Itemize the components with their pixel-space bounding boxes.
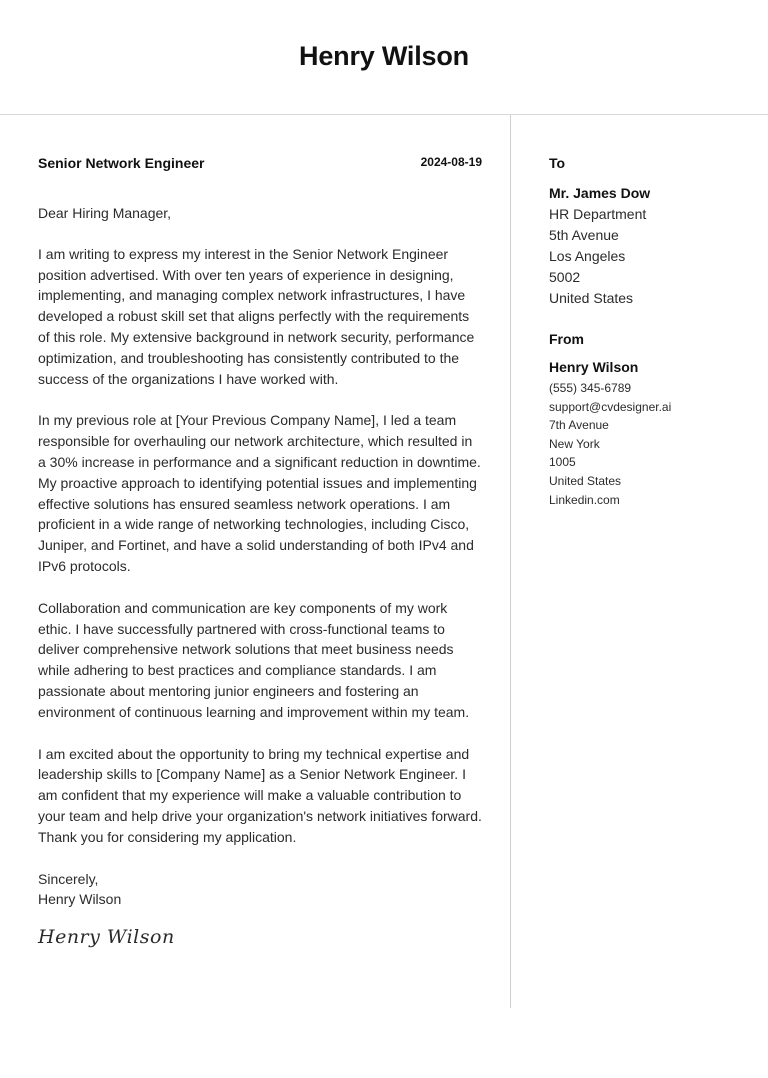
paragraph-4: I am excited about the opportunity to bring my technical expertise and leadership skills to [Company Name] as a Senior Network Engineer. I am confident that my experience will make a valuable contribution to your team and help drive your organization's network initiatives forward. Thank you for considering my application. <box>38 745 482 845</box>
recipient-name: Mr. James Dow <box>549 185 651 201</box>
to-heading: To <box>549 155 566 171</box>
from-heading: From <box>549 331 584 347</box>
paragraph-1: I am writing to express my interest in the Senior Network Engineer position advertised. With over ten years of experience in designing, implementing, and managing complex network infrastructures, I have developed a robust skill set that aligns perfectly with the requirements of this role. My extensive background in network security, performance optimization, and troubleshooting has consistently contributed to the success of the organizations I have worked with. <box>38 245 475 387</box>
paragraph-3: Collaboration and communication are key components of my work ethic. I have successfully partnered with cross-functional teams to deliver comprehensive network solutions that meet business needs while adhering to best practices and compliance standards. I am passionate about mentoring junior engineers and fostering an environment of continuous learning and improvement within my team. <box>38 599 470 720</box>
sender-postal: 1005 <box>549 455 576 470</box>
sender-city: New York <box>549 436 600 451</box>
job-title: Senior Network Engineer <box>38 155 205 171</box>
handwritten-signature: Henry Wilson <box>38 926 175 949</box>
recipient-country: United States <box>549 290 634 306</box>
column-divider <box>510 115 511 1008</box>
sender-country: United States <box>549 473 622 488</box>
sender-email[interactable]: support@cvdesigner.ai <box>549 399 672 414</box>
paragraph-2: In my previous role at [Your Previous Company Name], I led a team responsible for overhauling our network architecture, which resulted in a 30% increase in performance and a significant reduction in downtime. My proactive approach to identifying potential issues and implementing effective solutions has ensured seamless network operations. I am proficient in a wide range of networking technologies, including Cisco, Juniper, and Fortinet, and have a solid understanding of both IPv4 and IPv6 protocols. <box>38 412 481 574</box>
address-sidebar <box>549 153 759 509</box>
recipient-department: HR Department <box>549 206 647 222</box>
closing-phrase: Sincerely, <box>38 870 99 887</box>
sender-street: 7th Avenue <box>549 418 609 433</box>
closing <box>38 869 482 911</box>
letter-content <box>38 203 482 848</box>
recipient-block <box>549 153 759 309</box>
closing-name: Henry Wilson <box>38 891 122 908</box>
recipient-street: 5th Avenue <box>549 227 619 243</box>
sender-linkedin[interactable]: Linkedin.com <box>549 492 620 507</box>
letter-body <box>38 153 482 948</box>
greeting: Dear Hiring Manager, <box>38 205 172 221</box>
recipient-postal: 5002 <box>549 269 581 285</box>
sender-block <box>549 329 759 509</box>
letter-date: 2024-08-19 <box>420 155 482 169</box>
letter-header <box>0 0 768 115</box>
recipient-city: Los Angeles <box>549 248 626 264</box>
applicant-name-title: Henry Wilson <box>299 41 469 71</box>
sender-phone: (555) 345-6789 <box>549 381 632 395</box>
job-row <box>38 153 482 175</box>
sender-name: Henry Wilson <box>549 359 639 375</box>
